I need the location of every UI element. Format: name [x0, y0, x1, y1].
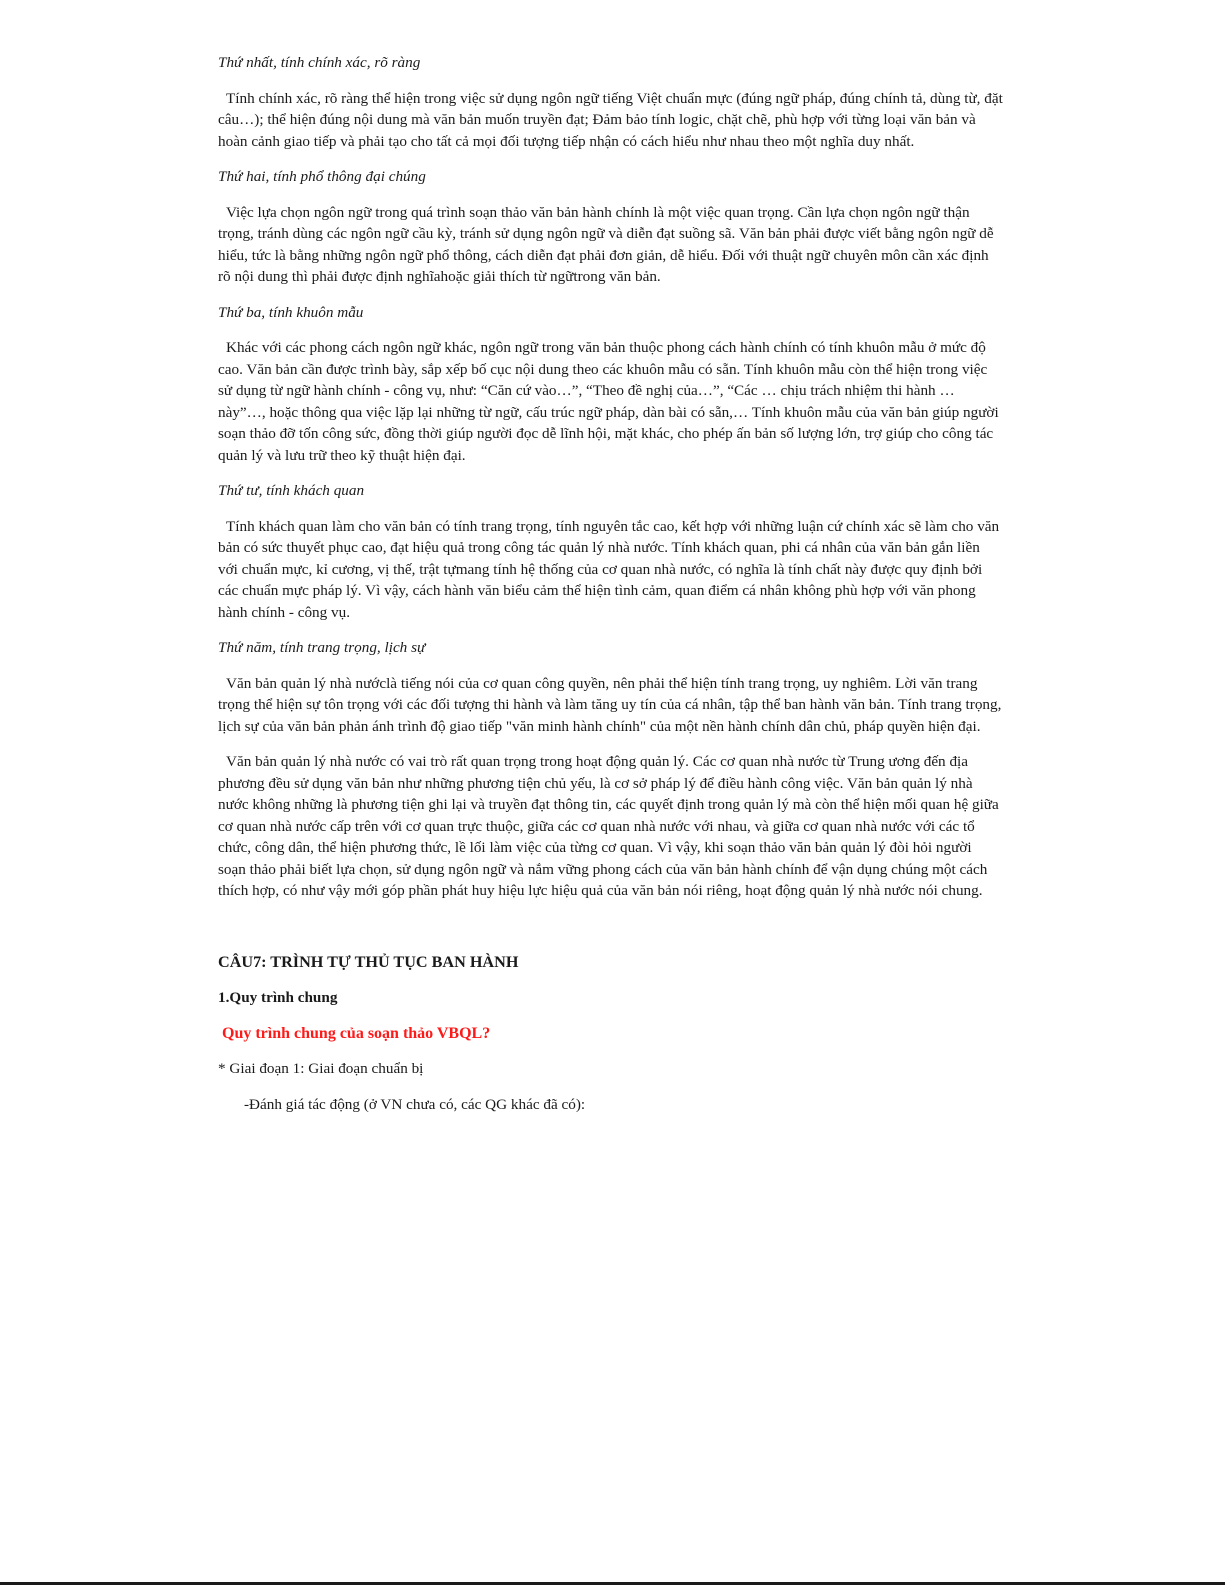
section-paragraph-3: Khác với các phong cách ngôn ngữ khác, ngôn ngữ trong văn bản thuộc phong cách hành chính có tính khuôn mẫu ở mức độ cao. Văn bản cần được trình bày, sắp xếp bố cục nội dung theo các khuôn mẫu có sẵn. Tính khuôn mẫu còn thể hiện trong việc sử dụng từ ngữ hành chính - công vụ, như: “Căn cứ vào…”, “Theo đề nghị của…”, “Các … chịu trách nhiệm thi hành … này”…, hoặc thông qua việc lặp lại những từ ngữ, cấu trúc ngữ pháp, dàn bài có sẵn,… Tính khuôn mẫu của văn bản giúp người soạn thảo đỡ tốn công sức, đồng thời giúp người đọc dễ lĩnh hội, mặt khác, cho phép ấn bản số lượng lớn, trợ giúp cho công tác quản lý và lưu trữ theo kỹ thuật hiện đại.	[218, 339, 999, 464]
section-heading-4: Thứ tư, tính khách quan	[218, 482, 365, 499]
section-paragraph-1: Tính chính xác, rõ ràng thể hiện trong việc sử dụng ngôn ngữ tiếng Việt chuẩn mực (đúng ngữ pháp, đúng chính tả, dùng từ, đặt câu…); thể hiện đúng nội dung mà văn bản muốn truyền đạt; Đảm bảo tính logic, chặt chẽ, phù hợp với từng loại văn bản và hoàn cảnh giao tiếp và phải tạo cho tất cả mọi đối tượng tiếp nhận có cách hiểu như nhau theo một nghĩa duy nhất.	[218, 89, 1003, 150]
section-heading-1: Thứ nhất, tính chính xác, rõ ràng	[218, 54, 421, 71]
section-heading-2: Thứ hai, tính phổ thông đại chúng	[218, 168, 426, 185]
section-paragraph-5: Văn bản quản lý nhà nướclà tiếng nói của cơ quan công quyền, nên phải thể hiện tính trang trọng, uy nghiêm. Lời văn trang trọng thể hiện sự tôn trọng với các đối tượng thi hành và làm tăng uy tín của cá nhân, tập thể ban hành văn bản. Tính trang trọng, lịch sự của văn bản phản ánh trình độ giao tiếp "văn minh hành chính" của một nền hành chính dân chủ, pháp quyền hiện đại.	[218, 674, 1002, 735]
impact-assessment-bullet: -Đánh giá tác động (ở VN chưa có, các QG khác đã có):	[244, 1095, 586, 1113]
vertical-spacer	[218, 916, 1003, 952]
section-heading-3: Thứ ba, tính khuôn mẫu	[218, 303, 364, 321]
general-process-subtitle: 1.Quy trình chung	[218, 989, 338, 1006]
red-question-heading: Quy trình chung của soạn thảo VBQL?	[222, 1024, 491, 1042]
question-7-title: CÂU7: TRÌNH TỰ THỦ TỤC BAN HÀNH	[218, 952, 519, 971]
closing-paragraph: Văn bản quản lý nhà nước có vai trò rất quan trọng trong hoạt động quản lý. Các cơ quan nhà nước từ Trung ương đến địa phương đều sử dụng văn bản như những phương tiện chủ yếu, là cơ sở pháp lý để điều hành công việc. Văn bản quản lý nhà nước không những là phương tiện ghi lại và truyền đạt thông tin, các quyết định trong quản lý mà còn thể hiện mối quan hệ giữa cơ quan nhà nước cấp trên với cơ quan trực thuộc, giữa các cơ quan nhà nước với nhau, và giữa cơ quan nhà nước với các tổ chức, công dân, thể hiện phương thức, lề lối làm việc của từng cơ quan. Vì vậy, khi soạn thảo văn bản quản lý đòi hỏi người soạn thảo phải biết lựa chọn, sử dụng ngôn ngữ và nắm vững phong cách của văn bản hành chính để vận dụng chúng một cách thích hợp, có như vậy mới góp phần phát huy hiệu lực hiệu quả của văn bản nói riêng, hoạt động quản lý nhà nước nói chung.	[218, 753, 999, 899]
section-paragraph-2: Việc lựa chọn ngôn ngữ trong quá trình soạn thảo văn bản hành chính là một việc quan trọng. Cần lựa chọn ngôn ngữ thận trọng, tránh dùng các ngôn ngữ cầu kỳ, tránh sử dụng ngôn ngữ và diễn đạt suồng sã. Văn bản phải được viết bằng ngôn ngữ dễ hiểu, tức là bằng những ngôn ngữ phổ thông, cách diễn đạt phải đơn giản, dễ hiểu. Đối với thuật ngữ chuyên môn cần xác định rõ nội dung thì phải được định nghĩahoặc giải thích từ ngữtrong văn bản.	[218, 203, 994, 285]
section-heading-5: Thứ năm, tính trang trọng, lịch sự	[218, 639, 426, 656]
section-paragraph-4: Tính khách quan làm cho văn bản có tính trang trọng, tính nguyên tắc cao, kết hợp với những luận cứ chính xác sẽ làm cho văn bản có sức thuyết phục cao, đạt hiệu quả trong công tác quản lý nhà nước. Tính khách quan, phi cá nhân của văn bản gắn liền với chuẩn mực, kỉ cương, vị thế, trật tựmang tính hệ thống của cơ quan nhà nước, có nghĩa là tính chất này được quy định bởi các chuẩn mực pháp lý. Vì vậy, cách hành văn biểu cảm thể hiện tình cảm, quan điểm cá nhân không phù hợp với văn phong hành chính - công vụ.	[218, 517, 1000, 621]
stage-1-label: * Giai đoạn 1: Giai đoạn chuẩn bị	[218, 1060, 424, 1077]
document-page	[218, 52, 1003, 1129]
